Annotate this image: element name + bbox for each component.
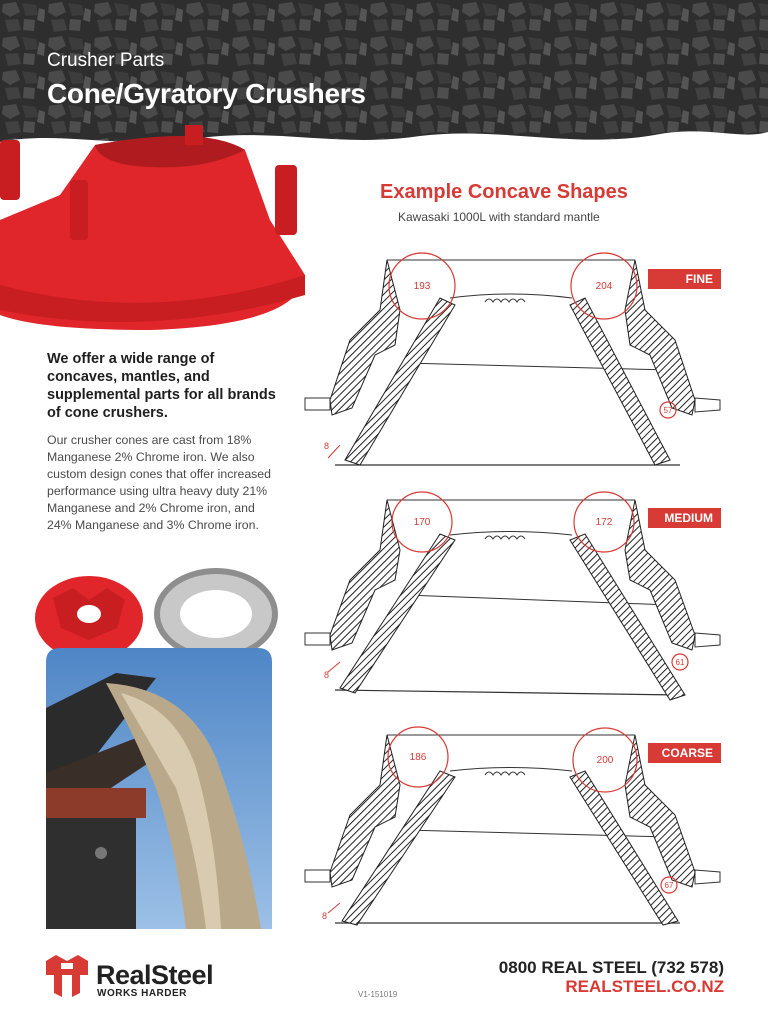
version-code: V1-151019 <box>358 990 398 999</box>
left-dimension: 193 <box>413 281 431 292</box>
section-subtitle: Kawasaki 1000L with standard mantle <box>398 210 600 224</box>
phone-number: 0800 REAL STEEL (732 578) <box>498 958 724 977</box>
page-title: Cone/Gyratory Crushers <box>47 78 366 109</box>
red-concave-image <box>0 125 310 335</box>
section-title: Example Concave Shapes <box>380 181 628 203</box>
bottom-dimension: 67 <box>664 881 674 890</box>
conveyor-photo <box>46 648 272 929</box>
right-dimension: 204 <box>595 281 613 292</box>
left-dimension: 186 <box>409 752 427 763</box>
brand-name: RealSteel <box>96 960 214 990</box>
badge-medium: MEDIUM <box>648 508 721 528</box>
header-subtitle: Crusher Parts <box>47 50 165 71</box>
right-dimension: 200 <box>596 755 614 766</box>
badge-coarse: COARSE <box>648 743 721 763</box>
left-dimension: 170 <box>413 517 431 528</box>
small-dimension: 8 <box>324 670 330 680</box>
website-link[interactable]: REALSTEEL.CO.NZ <box>565 977 724 996</box>
bottom-dimension: 57 <box>663 406 673 415</box>
badge-fine: FINE <box>648 269 721 289</box>
small-dimension: 8 <box>324 441 330 451</box>
realsteel-logo-icon <box>42 953 92 999</box>
brand-tagline: WORKS HARDER <box>97 988 187 999</box>
small-dimension: 8 <box>322 911 328 921</box>
intro-heading: We offer a wide range of concaves, mantles, and supplemental parts for all brands of cone crushers. <box>47 351 276 421</box>
right-dimension: 172 <box>595 517 613 528</box>
bottom-dimension: 61 <box>675 658 685 667</box>
body-paragraph: Our crusher cones are cast from 18% Manganese 2% Chrome iron. We also custom design cones that offer increased performance using ultra heavy duty 21% Manganese and 2% Chrome iron, and 24% Manganese and 3% Chrome iron. <box>47 433 271 532</box>
